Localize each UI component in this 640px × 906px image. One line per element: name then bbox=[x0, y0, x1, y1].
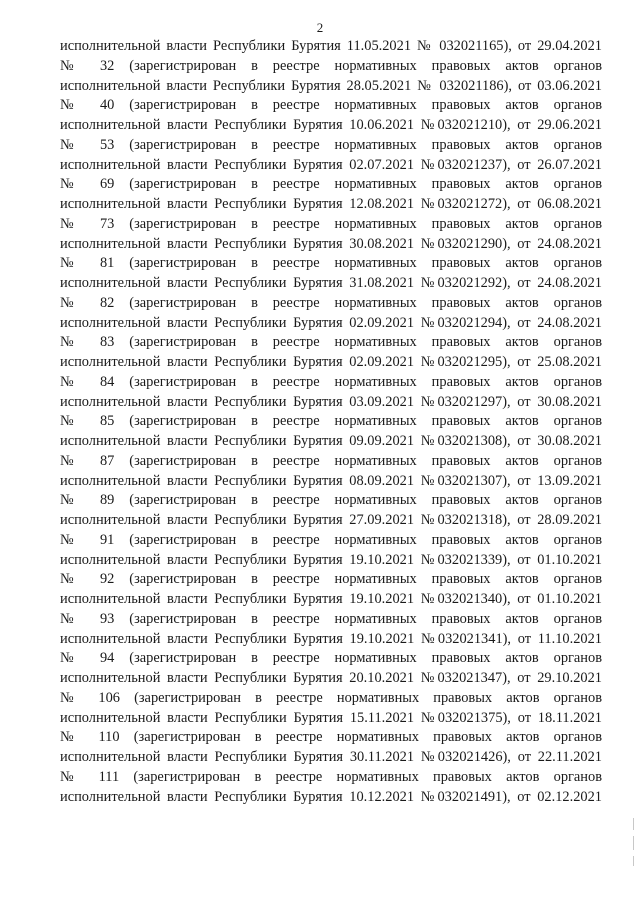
scan-edge-mark bbox=[633, 836, 634, 850]
text-line: исполнительной власти Республики Бурятия 27.09.2021 №032021318), от 28.09.2021 bbox=[60, 512, 602, 528]
text-line: № 87 (зарегистрирован в реестре нормативных правовых актов органов bbox=[60, 452, 602, 469]
text-line: № 73 (зарегистрирован в реестре нормативных правовых актов органов bbox=[60, 215, 602, 232]
text-line: № 69 (зарегистрирован в реестре нормативных правовых актов органов bbox=[60, 176, 602, 193]
text-line: № 94 (зарегистрирован в реестре нормативных правовых актов органов bbox=[60, 650, 602, 667]
text-line: исполнительной власти Республики Бурятия 02.09.2021 №032021295), от 25.08.2021 bbox=[60, 354, 602, 370]
text-line: № 40 (зарегистрирован в реестре нормативных правовых актов органов bbox=[60, 97, 602, 114]
document-body bbox=[60, 37, 602, 827]
text-line: исполнительной власти Республики Бурятия 08.09.2021 №032021307), от 13.09.2021 bbox=[60, 472, 602, 489]
text-line: № 85 (зарегистрирован в реестре нормативных правовых актов органов bbox=[60, 413, 602, 430]
text-line: исполнительной власти Республики Бурятия 19.10.2021 №032021341), от 11.10.2021 bbox=[60, 630, 602, 647]
text-line: исполнительной власти Республики Бурятия 12.08.2021 №032021272), от 06.08.2021 bbox=[60, 196, 602, 212]
text-line: исполнительной власти Республики Бурятия 19.10.2021 №032021340), от 01.10.2021 bbox=[60, 591, 602, 607]
text-line: № 84 (зарегистрирован в реестре нормативных правовых актов органов bbox=[60, 373, 602, 390]
text-line: исполнительной власти Республики Бурятия 19.10.2021 №032021339), от 01.10.2021 bbox=[60, 551, 602, 568]
text-line: № 81 (зарегистрирован в реестре нормативных правовых актов органов bbox=[60, 255, 602, 272]
text-line: исполнительной власти Республики Бурятия 15.11.2021 №032021375), от 18.11.2021 bbox=[60, 709, 602, 726]
page-number: 2 bbox=[316, 20, 324, 35]
text-line: № 92 (зарегистрирован в реестре нормативных правовых актов органов bbox=[60, 571, 602, 588]
text-line: исполнительной власти Республики Бурятия 10.12.2021 №032021491), от 02.12.2021 bbox=[60, 788, 602, 805]
text-line: исполнительной власти Республики Бурятия 02.09.2021 №032021294), от 24.08.2021 bbox=[60, 314, 602, 331]
text-line: № 53 (зарегистрирован в реестре нормативных правовых актов органов bbox=[60, 136, 602, 153]
text-line: № 110 (зарегистрирован в реестре нормативных правовых актов органов bbox=[60, 729, 602, 746]
scan-edge-mark bbox=[633, 818, 634, 830]
text-line: исполнительной власти Республики Бурятия 03.09.2021 №032021297), от 30.08.2021 bbox=[60, 393, 602, 410]
text-line bbox=[60, 807, 602, 827]
text-line: исполнительной власти Республики Бурятия 31.08.2021 №032021292), от 24.08.2021 bbox=[60, 275, 602, 291]
text-line: исполнительной власти Республики Бурятия 30.11.2021 №032021426), от 22.11.2021 bbox=[60, 749, 602, 765]
text-line: № 32 (зарегистрирован в реестре нормативных правовых актов органов bbox=[60, 57, 602, 74]
text-line: исполнительной власти Республики Бурятия 20.10.2021 №032021347), от 29.10.2021 bbox=[60, 670, 602, 686]
text-line: № 91 (зарегистрирован в реестре нормативных правовых актов органов bbox=[60, 531, 602, 548]
text-line: исполнительной власти Республики Бурятия 28.05.2021 № 032021186), от 03.06.2021 bbox=[60, 77, 602, 94]
scan-edge-mark bbox=[633, 856, 634, 866]
text-line: № 106 (зарегистрирован в реестре нормативных правовых актов органов bbox=[60, 689, 602, 706]
text-line: исполнительной власти Республики Бурятия 02.07.2021 №032021237), от 26.07.2021 bbox=[60, 156, 602, 173]
text-line: № 83 (зарегистрирован в реестре нормативных правовых актов органов bbox=[60, 334, 602, 351]
text-line: № 89 (зарегистрирован в реестре нормативных правовых актов органов bbox=[60, 492, 602, 509]
text-line: исполнительной власти Республики Бурятия 09.09.2021 №032021308), от 30.08.2021 bbox=[60, 433, 602, 449]
text-line: исполнительной власти Республики Бурятия 30.08.2021 №032021290), от 24.08.2021 bbox=[60, 235, 602, 252]
text-line: № 82 (зарегистрирован в реестре нормативных правовых актов органов bbox=[60, 294, 602, 311]
text-line: № 111 (зарегистрирован в реестре нормативных правовых актов органов bbox=[60, 768, 602, 785]
text-line: исполнительной власти Республики Бурятия 10.06.2021 №032021210), от 29.06.2021 bbox=[60, 117, 602, 133]
text-line: № 93 (зарегистрирован в реестре нормативных правовых актов органов bbox=[60, 610, 602, 627]
text-line: исполнительной власти Республики Бурятия 11.05.2021 № 032021165), от 29.04.2021 bbox=[60, 38, 602, 54]
